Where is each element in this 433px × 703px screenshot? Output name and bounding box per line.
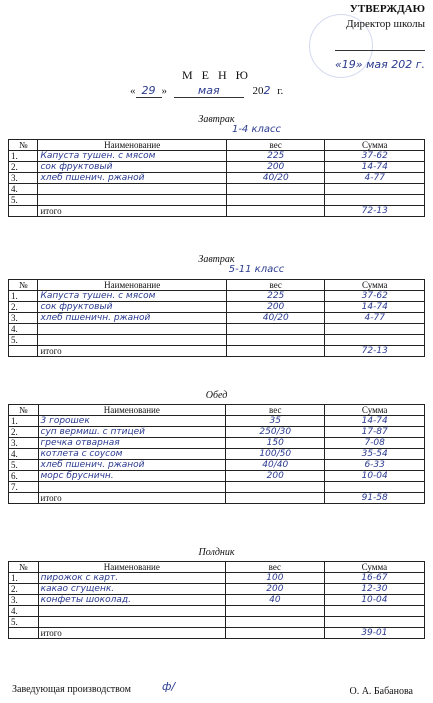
table-row xyxy=(9,151,425,162)
row-number: 5. xyxy=(9,460,39,471)
dish-weight: 200 xyxy=(226,162,325,173)
table-row xyxy=(9,573,425,584)
column-header-weight: вес xyxy=(226,280,325,291)
dish-name xyxy=(38,606,225,617)
menu-table xyxy=(8,279,425,357)
row-number: 1. xyxy=(9,573,39,584)
total-row xyxy=(9,346,425,357)
dish-sum: 12-30 xyxy=(324,584,424,595)
dish-sum: 35-54 xyxy=(325,449,425,460)
dish-weight: 40/20 xyxy=(226,313,325,324)
total-empty-cell xyxy=(9,628,39,639)
table-row xyxy=(9,302,425,313)
row-number: 3. xyxy=(9,595,39,606)
dish-weight xyxy=(226,184,325,195)
dish-sum xyxy=(325,324,425,335)
row-number: 2. xyxy=(9,584,39,595)
table-row xyxy=(9,449,425,460)
table-row xyxy=(9,335,425,346)
dish-sum: 37-62 xyxy=(325,151,425,162)
column-header-weight: вес xyxy=(226,140,325,151)
dish-sum: 17-87 xyxy=(325,427,425,438)
row-number: 5. xyxy=(9,617,39,628)
row-number: 1. xyxy=(9,151,38,162)
table-row xyxy=(9,162,425,173)
section-title-text: Завтрак xyxy=(198,254,235,265)
dish-weight: 40 xyxy=(226,595,325,606)
dish-sum: 4-77 xyxy=(325,173,425,184)
section-title xyxy=(0,390,433,401)
total-row xyxy=(9,493,425,504)
dish-name: морс брусничн. xyxy=(38,471,226,482)
table-row xyxy=(9,324,425,335)
row-number: 4. xyxy=(9,606,39,617)
approve-heading: УТВЕРЖДАЮ xyxy=(349,3,425,15)
table-row xyxy=(9,184,425,195)
date-year-hand: 2 xyxy=(263,84,271,97)
approve-date: «19» мая 202 г. xyxy=(335,58,425,71)
dish-sum: 6-33 xyxy=(325,460,425,471)
table-header-row xyxy=(9,405,425,416)
row-number: 5. xyxy=(9,195,38,206)
total-empty-cell xyxy=(9,346,38,357)
column-header-sum: Сумма xyxy=(324,562,424,573)
table-header-row xyxy=(9,562,425,573)
dish-name xyxy=(38,335,226,346)
dish-weight xyxy=(226,195,325,206)
dish-name xyxy=(38,482,226,493)
column-header-weight: вес xyxy=(226,562,325,573)
column-header-weight: вес xyxy=(226,405,325,416)
table-row xyxy=(9,606,425,617)
row-number: 1. xyxy=(9,416,39,427)
dish-sum xyxy=(325,335,425,346)
dish-sum xyxy=(325,195,425,206)
dish-name: Капуста тушен. с мясом xyxy=(38,291,226,302)
table-row xyxy=(9,291,425,302)
dish-weight: 200 xyxy=(226,471,325,482)
dish-weight: 100 xyxy=(226,573,325,584)
table-row xyxy=(9,416,425,427)
column-header-sum: Сумма xyxy=(325,280,425,291)
footer-role: Заведующая производством xyxy=(12,684,131,695)
dish-name: хлеб пшеничн. ржаной xyxy=(38,313,226,324)
dish-sum xyxy=(324,606,424,617)
date-month: мая xyxy=(174,84,244,98)
row-number: 2. xyxy=(9,162,38,173)
total-sum: 72-13 xyxy=(325,346,425,357)
row-number: 4. xyxy=(9,184,38,195)
column-header-no: № xyxy=(9,405,39,416)
table-header-row xyxy=(9,140,425,151)
row-number: 6. xyxy=(9,471,39,482)
section-title-text: Завтрак xyxy=(198,114,235,125)
dish-sum: 16-67 xyxy=(324,573,424,584)
column-header-name: Наименование xyxy=(38,405,226,416)
dish-name xyxy=(38,184,226,195)
column-header-name: Наименование xyxy=(38,562,225,573)
menu-table xyxy=(8,404,425,504)
section-title-text: Обед xyxy=(205,390,228,401)
table-header-row xyxy=(9,280,425,291)
dish-weight: 250/30 xyxy=(226,427,325,438)
dish-sum: 37-62 xyxy=(325,291,425,302)
dish-name: сок фруктовый xyxy=(38,162,226,173)
total-sum: 72-13 xyxy=(325,206,425,217)
dish-weight xyxy=(226,617,325,628)
column-header-sum: Сумма xyxy=(325,140,425,151)
total-empty-cell xyxy=(9,206,38,217)
total-empty-cell xyxy=(9,493,39,504)
total-weight-cell xyxy=(226,628,325,639)
dish-name: гречка отварная xyxy=(38,438,226,449)
table-row xyxy=(9,584,425,595)
dish-name: пирожок с карт. xyxy=(38,573,225,584)
dish-weight: 100/50 xyxy=(226,449,325,460)
row-number: 7. xyxy=(9,482,39,493)
column-header-no: № xyxy=(9,280,38,291)
menu-table xyxy=(8,561,425,639)
total-row xyxy=(9,628,425,639)
menu-title: М Е Н Ю xyxy=(182,68,251,82)
date-day: 29 xyxy=(136,84,162,98)
director-label: Директор школы xyxy=(346,18,425,30)
dish-weight xyxy=(226,606,325,617)
dish-weight: 35 xyxy=(226,416,325,427)
dish-name: Капуста тушен. с мясом xyxy=(38,151,226,162)
footer-name: О. А. Бабанова xyxy=(349,686,413,697)
dish-name: 3 горошек xyxy=(38,416,226,427)
column-header-name: Наименование xyxy=(38,140,226,151)
dish-sum xyxy=(325,184,425,195)
row-number: 4. xyxy=(9,324,38,335)
dish-sum xyxy=(324,617,424,628)
total-label: итого xyxy=(38,493,226,504)
dish-sum: 14-74 xyxy=(325,302,425,313)
dish-sum: 14-74 xyxy=(325,162,425,173)
dish-weight: 40/20 xyxy=(226,173,325,184)
column-header-no: № xyxy=(9,562,39,573)
footer-signature: ф/ xyxy=(162,680,176,693)
dish-name: суп вермиш. с птицей xyxy=(38,427,226,438)
section-subtitle: 1-4 класс xyxy=(231,124,282,135)
row-number: 3. xyxy=(9,438,39,449)
total-label: итого xyxy=(38,346,226,357)
total-weight-cell xyxy=(226,206,325,217)
director-signature-line xyxy=(335,50,425,51)
dish-name: конфеты шоколад. xyxy=(38,595,225,606)
dish-sum: 14-74 xyxy=(325,416,425,427)
total-row xyxy=(9,206,425,217)
section-subtitle: 5-11 класс xyxy=(228,264,285,275)
dish-name: хлеб пшенич. ржаной xyxy=(38,460,226,471)
dish-name: сок фруктовый xyxy=(38,302,226,313)
table-row xyxy=(9,173,425,184)
row-number: 3. xyxy=(9,313,38,324)
dish-weight: 200 xyxy=(226,302,325,313)
dish-weight: 150 xyxy=(226,438,325,449)
dish-sum: 10-04 xyxy=(325,471,425,482)
table-row xyxy=(9,460,425,471)
menu-date: « 29 » мая 202 г. xyxy=(130,84,284,97)
dish-name: хлеб пшенич. ржаной xyxy=(38,173,226,184)
dish-weight: 40/40 xyxy=(226,460,325,471)
dish-sum: 10-04 xyxy=(324,595,424,606)
dish-sum: 4-77 xyxy=(325,313,425,324)
dish-name: котлета с соусом xyxy=(38,449,226,460)
column-header-name: Наименование xyxy=(38,280,226,291)
section-title xyxy=(0,547,433,558)
section-title-text: Полдник xyxy=(198,547,235,558)
dish-weight xyxy=(226,335,325,346)
date-year-prefix: 20 xyxy=(252,85,264,97)
dish-sum: 7-08 xyxy=(325,438,425,449)
table-row xyxy=(9,595,425,606)
table-row xyxy=(9,195,425,206)
column-header-no: № xyxy=(9,140,38,151)
row-number: 2. xyxy=(9,302,38,313)
dish-weight: 225 xyxy=(226,291,325,302)
table-row xyxy=(9,438,425,449)
row-number: 1. xyxy=(9,291,38,302)
dish-weight xyxy=(226,324,325,335)
dish-name: какао сгущенк. xyxy=(38,584,225,595)
dish-sum xyxy=(325,482,425,493)
column-header-sum: Сумма xyxy=(325,405,425,416)
menu-table xyxy=(8,139,425,217)
table-row xyxy=(9,313,425,324)
total-weight-cell xyxy=(226,346,325,357)
total-weight-cell xyxy=(226,493,325,504)
dish-name xyxy=(38,617,225,628)
table-row xyxy=(9,482,425,493)
dish-weight: 200 xyxy=(226,584,325,595)
total-label: итого xyxy=(38,628,225,639)
date-suffix: г. xyxy=(277,85,284,97)
table-row xyxy=(9,471,425,482)
row-number: 4. xyxy=(9,449,39,460)
row-number: 2. xyxy=(9,427,39,438)
total-sum: 91-58 xyxy=(325,493,425,504)
dish-name xyxy=(38,195,226,206)
dish-weight: 225 xyxy=(226,151,325,162)
row-number: 5. xyxy=(9,335,38,346)
total-sum: 39-01 xyxy=(324,628,424,639)
table-row xyxy=(9,427,425,438)
dish-weight xyxy=(226,482,325,493)
row-number: 3. xyxy=(9,173,38,184)
table-row xyxy=(9,617,425,628)
total-label: итого xyxy=(38,206,226,217)
dish-name xyxy=(38,324,226,335)
